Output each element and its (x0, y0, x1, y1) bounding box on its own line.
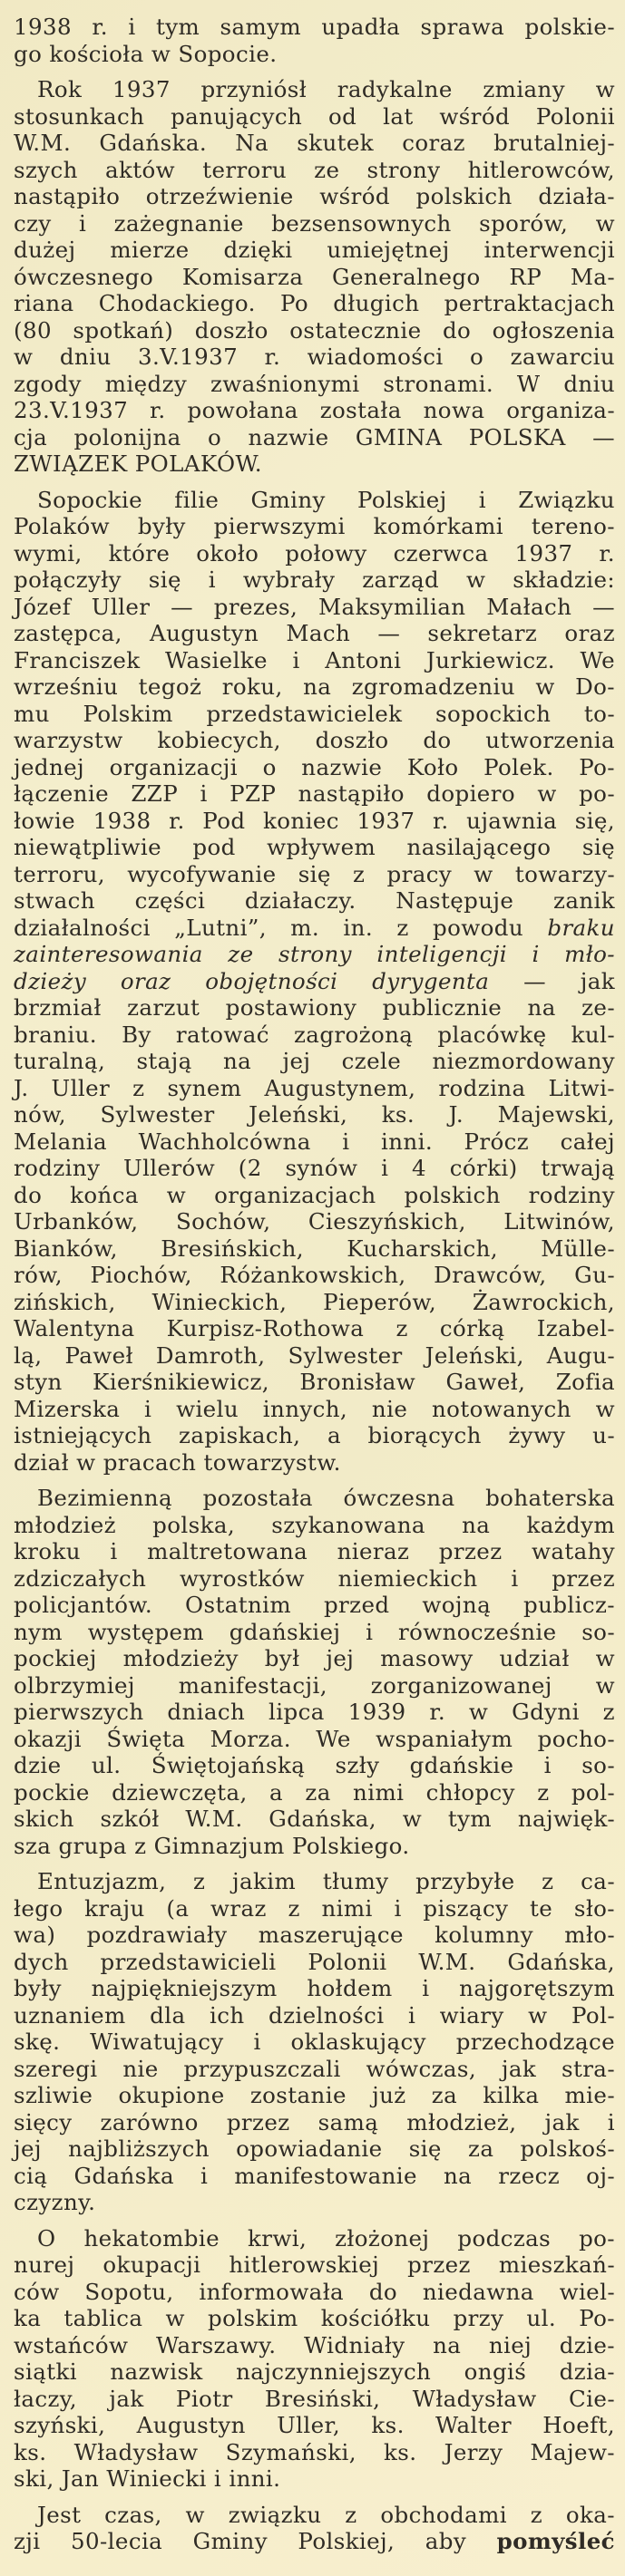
text-line (14, 1538, 615, 1565)
text-segment: niewątpliwie pod wpływem nasilającego się (14, 834, 615, 860)
text-segment: jednej organizacji o nazwie Koło Polek. Po- (14, 753, 615, 780)
text-segment: ka tablica w polskim kościółku przy ul. Po- (14, 2305, 615, 2331)
text-segment: Rok 1937 przyniósł radykalne zmiany w (37, 76, 615, 102)
text-segment: ski, Jan Winiecki i inni. (14, 2465, 281, 2492)
text-line (14, 2163, 615, 2190)
italic-text: zainteresowania ze strony inteligencji i mło- (14, 941, 615, 967)
text-line (14, 2332, 615, 2359)
text-line (14, 1315, 615, 1342)
text-line (14, 1128, 615, 1156)
text-segment: okazji Święta Morza. We wspaniałym pocho- (14, 1725, 615, 1752)
text-segment: zji 50-lecia Gminy Polskiej, aby (14, 2528, 497, 2554)
text-line (14, 2439, 615, 2466)
text-segment: łaczy, jak Piotr Bresiński, Władysław Cie- (14, 2385, 615, 2412)
text-segment: Bezimienną pozostała ówczesna bohaterska (37, 1485, 615, 1511)
italic-text: dzieży oraz obojętności dyrygenta (14, 967, 490, 994)
text-segment: ców Sopotu, informowała do niedawna wiel- (14, 2278, 615, 2305)
text-line (14, 344, 615, 371)
text-segment: dział w pracach towarzystw. (14, 1448, 341, 1476)
text-line (14, 567, 615, 594)
text-segment: połączyły się i wybrały zarząd w składzie: (14, 567, 615, 593)
text-line (14, 2002, 615, 2029)
text-line (14, 264, 615, 291)
italic-text: braku (547, 914, 615, 941)
text-segment: łego kraju (a wraz z nimi i piszący te sło- (14, 1894, 615, 1922)
text-line (14, 290, 615, 317)
text-line (14, 424, 615, 451)
text-line (14, 620, 615, 647)
text-segment: policjantów. Ostatnim przed wojną publicz- (14, 1592, 615, 1618)
text-line (14, 2305, 615, 2332)
text-segment: Walentyna Kurpisz-Rothowa z córką Izabel- (14, 1315, 615, 1341)
text-line (14, 1975, 615, 2002)
text-line (14, 834, 615, 861)
text-line (14, 1262, 615, 1289)
text-line (14, 1422, 615, 1449)
text-line (14, 2225, 615, 2252)
text-line (14, 2412, 615, 2439)
text-line (14, 41, 615, 68)
text-segment: dużej mierze dzięki umiejętnej interwencji (14, 237, 615, 263)
text-segment: ZWIĄZEK POLAKÓW. (14, 450, 262, 477)
text-line (14, 157, 615, 184)
text-segment: rodziny Ullerów (2 synów i 4 córki) trwają (14, 1155, 615, 1181)
text-segment: jej najbliższych opowiadanie się za polskoś- (14, 2135, 615, 2162)
text-line (14, 130, 615, 157)
text-segment: (80 spotkań) doszło ostatecznie do ogłoszenia (14, 316, 615, 344)
text-line (14, 371, 615, 398)
paragraph (14, 487, 615, 1477)
text-segment: szliwie okupione zostanie już za kilka mie- (14, 2082, 615, 2108)
text-segment: zdziczałych wyrostków niemieckich i przez (14, 1564, 615, 1592)
text-line (14, 103, 615, 131)
text-segment: cią Gdańska i manifestowanie na rzecz oj- (14, 2162, 615, 2189)
text-segment: działalności „Lutni”, m. in. z powodu (14, 914, 548, 941)
text-segment: w dniu 3.V.1937 r. wiadomości o zawarciu (14, 344, 615, 370)
text-line (14, 1208, 615, 1235)
text-segment: Józef Uller — prezes, Maksymilian Małach — (14, 593, 615, 620)
text-line (14, 2465, 615, 2493)
paragraph (14, 14, 615, 67)
text-line (14, 754, 615, 781)
text-line (14, 1699, 615, 1726)
text-line (14, 1182, 615, 1209)
text-line (14, 1619, 615, 1646)
text-line (14, 1645, 615, 1672)
text-line (14, 1868, 615, 1895)
text-line (14, 317, 615, 344)
text-line (14, 2358, 615, 2386)
paragraph (14, 76, 615, 478)
bold-text: pomyśleć (496, 2528, 615, 2554)
paragraph (14, 1868, 615, 2216)
text-segment: wstańców Warszawy. Widniały na niej dzie- (14, 2331, 615, 2358)
text-line (14, 861, 615, 888)
text-line (14, 1833, 615, 1860)
text-line (14, 450, 615, 478)
text-segment: riana Chodackiego. Po długich pertraktacjach (14, 290, 615, 316)
text-segment: szyński, Augustyn Uller, ks. Walter Hoeft, (14, 2412, 615, 2438)
text-segment: mu Polskim przedstawicielek sopockich to- (14, 700, 615, 727)
text-line (14, 2252, 615, 2279)
text-segment: ówczesnego Komisarza Generalnego RP Ma- (14, 263, 615, 290)
text-segment: brzmiał zarzut postawiony publicznie na ze- (14, 994, 615, 1021)
text-segment: O hekatombie krwi, złożonej podczas po- (37, 2224, 615, 2252)
text-segment: czyzny. (14, 2189, 96, 2215)
text-segment: ks. Władysław Szymański, ks. Jerzy Majew- (14, 2438, 615, 2465)
text-line (14, 2386, 615, 2413)
text-segment: młodzież polska, szykanowana na każdym (14, 1511, 615, 1538)
text-line (14, 1752, 615, 1779)
text-segment: 1938 r. i tym samym upadła sprawa polskie- (14, 14, 615, 40)
text-segment: stosunkach panujących od lat wśród Polonii (14, 102, 615, 130)
paragraph (14, 2502, 615, 2555)
text-segment: zgody między zwaśnionymi stronami. W dniu (14, 370, 615, 397)
text-segment: stwach części działaczy. Następuje zanik (14, 887, 615, 914)
text-line (14, 915, 615, 942)
text-line (14, 2109, 615, 2136)
text-line (14, 673, 615, 701)
paragraph (14, 2225, 615, 2493)
text-segment: dzie ul. Świętojańską szły gdańskie i so- (14, 1752, 615, 1778)
text-line (14, 994, 615, 1022)
text-line (14, 1895, 615, 1922)
text-segment: Melania Wachholcówna i inni. Prócz całej (14, 1128, 615, 1155)
text-line (14, 397, 615, 424)
text-line (14, 487, 615, 514)
text-segment: dych przedstawicieli Polonii W.M. Gdańska, (14, 1948, 615, 1975)
text-segment: pockie dziewczęta, a za nimi chłopcy z pol- (14, 1778, 615, 1806)
text-segment: sięcy zarówno przez samą młodzież, jak i (14, 2108, 615, 2135)
text-segment: J. Uller z synem Augustynem, rodzina Litwi- (14, 1074, 615, 1101)
text-line (14, 2502, 615, 2529)
text-segment: olbrzymiej manifestacji, zorganizowanej w (14, 1671, 615, 1699)
text-segment: skę. Wiwatujący i oklaskujący przechodzące (14, 2029, 615, 2055)
text-segment: lą, Paweł Damroth, Sylwester Jeleński, Augu- (14, 1341, 615, 1369)
text-segment: — jak (489, 967, 615, 994)
text-segment: turalną, stają na jej czele niezmordowany (14, 1048, 615, 1074)
text-line (14, 1369, 615, 1396)
text-segment: łączenie ZZP i PZP nastąpiło dopiero w po- (14, 780, 615, 807)
text-segment: warzystw kobiecych, doszło do utworzenia (14, 727, 615, 753)
text-segment: czy i zażegnanie bezsensownych sporów, w (14, 209, 615, 237)
text-line (14, 941, 615, 968)
text-segment: cja polonijna o nazwie GMINA POLSKA — (14, 423, 615, 450)
text-segment: Franciszek Wasielke i Antoni Jurkiewicz. We (14, 646, 615, 673)
text-line (14, 1949, 615, 1976)
text-line (14, 540, 615, 567)
text-segment: pierwszych dniach lipca 1939 r. w Gdyni z (14, 1699, 615, 1725)
text-segment: nów, Sylwester Jeleński, ks. J. Majewski, (14, 1101, 615, 1128)
paragraph (14, 1485, 615, 1859)
text-line (14, 513, 615, 540)
text-line (14, 1726, 615, 1753)
text-segment: Polaków były pierwszymi komórkami tereno- (14, 513, 615, 539)
text-line (14, 210, 615, 237)
text-line (14, 1022, 615, 1049)
text-line (14, 1396, 615, 1423)
text-line (14, 2279, 615, 2306)
text-segment: pockiej młodzieży był jej masowy udział w (14, 1645, 615, 1671)
text-line (14, 76, 615, 103)
text-segment: nym występem gdańskiej i równocześnie so- (14, 1618, 615, 1645)
text-segment: braniu. By ratować zagrożoną placówkę kul- (14, 1021, 615, 1048)
text-segment: wa) pozdrawiały maszerujące kolumny mło- (14, 1922, 615, 1948)
text-segment: zińskich, Winieckich, Pieperów, Żawrockich, (14, 1288, 615, 1315)
text-line (14, 808, 615, 835)
text-line (14, 1592, 615, 1619)
text-line (14, 1512, 615, 1539)
text-line (14, 2189, 615, 2216)
text-line (14, 14, 615, 41)
text-segment: Bianków, Bresińskich, Kucharskich, Mülle- (14, 1235, 615, 1262)
text-segment: nurej okupacji hitlerowskiej przez mieszkań- (14, 2252, 615, 2278)
text-line (14, 1565, 615, 1593)
text-segment: terroru, wycofywanie się z pracy w towarzy- (14, 860, 615, 887)
text-line (14, 1075, 615, 1102)
text-line (14, 1485, 615, 1512)
text-line (14, 727, 615, 754)
text-segment: Mizerska i wielu innych, nie notowanych w (14, 1395, 615, 1422)
text-segment: skich szkół W.M. Gdańska, w tym najwięk- (14, 1806, 615, 1832)
text-line (14, 1101, 615, 1128)
text-segment: były najpiękniejszym hołdem i najgorętszym (14, 1975, 615, 2001)
text-line (14, 2029, 615, 2056)
text-line (14, 1672, 615, 1700)
text-line (14, 1235, 615, 1263)
text-segment: 23.V.1937 r. powołana została nowa organiza- (14, 397, 615, 423)
text-line (14, 2135, 615, 2163)
page-text (14, 14, 615, 2555)
text-line (14, 2528, 615, 2555)
text-line (14, 1779, 615, 1806)
text-segment: rów, Piochów, Różankowskich, Drawców, Gu- (14, 1262, 615, 1288)
text-segment: siątki nazwisk najczynniejszych ongiś dzia- (14, 2358, 615, 2385)
text-segment: nastąpiło otrzeźwienie wśród polskich działa- (14, 183, 615, 209)
text-segment: Entuzjazm, z jakim tłumy przybyłe z ca- (37, 1868, 615, 1894)
text-line (14, 237, 615, 264)
text-segment: styn Kierśnikiewicz, Bronisław Gaweł, Zofia (14, 1369, 615, 1395)
text-line (14, 183, 615, 210)
text-line (14, 1342, 615, 1370)
text-segment: uznaniem dla ich dzielności i wiary w Pol- (14, 2001, 615, 2029)
text-segment: szeregi nie przypuszczali wówczas, jak stra- (14, 2055, 615, 2082)
text-line (14, 701, 615, 728)
text-segment: Jest czas, w związku z obchodami z oka- (37, 2501, 615, 2528)
text-segment: wrześniu tegoż roku, na zgromadzeniu w Do- (14, 673, 615, 700)
text-segment: do końca w organizacjach polskich rodziny (14, 1181, 615, 1208)
text-segment: kroku i maltretowana nieraz przez watahy (14, 1538, 615, 1564)
text-line (14, 1048, 615, 1075)
text-line (14, 968, 615, 995)
text-line (14, 780, 615, 808)
text-line (14, 1806, 615, 1833)
text-segment: zastępca, Augustyn Mach — sekretarz oraz (14, 620, 615, 646)
text-line (14, 887, 615, 915)
text-line (14, 2056, 615, 2083)
text-segment: wymi, które około połowy czerwca 1937 r. (14, 539, 615, 567)
text-segment: Urbanków, Sochów, Cieszyńskich, Litwinów, (14, 1208, 615, 1235)
text-segment: go kościoła w Sopocie. (14, 40, 278, 67)
text-segment: łowie 1938 r. Pod koniec 1937 r. ujawnia się, (14, 807, 615, 834)
text-segment: szych aktów terroru ze strony hitlerowców, (14, 156, 615, 183)
text-line (14, 1449, 615, 1477)
text-segment: sza grupa z Gimnazjum Polskiego. (14, 1832, 410, 1859)
text-segment: istniejących zapiskach, a biorących żywy u- (14, 1422, 615, 1448)
text-line (14, 1289, 615, 1316)
text-line (14, 1922, 615, 1949)
text-line (14, 2082, 615, 2109)
text-line (14, 647, 615, 674)
text-line (14, 1155, 615, 1182)
text-segment: W.M. Gdańska. Na skutek coraz brutalniej- (14, 130, 615, 156)
text-line (14, 594, 615, 621)
text-segment: Sopockie filie Gminy Polskiej i Związku (37, 486, 615, 513)
